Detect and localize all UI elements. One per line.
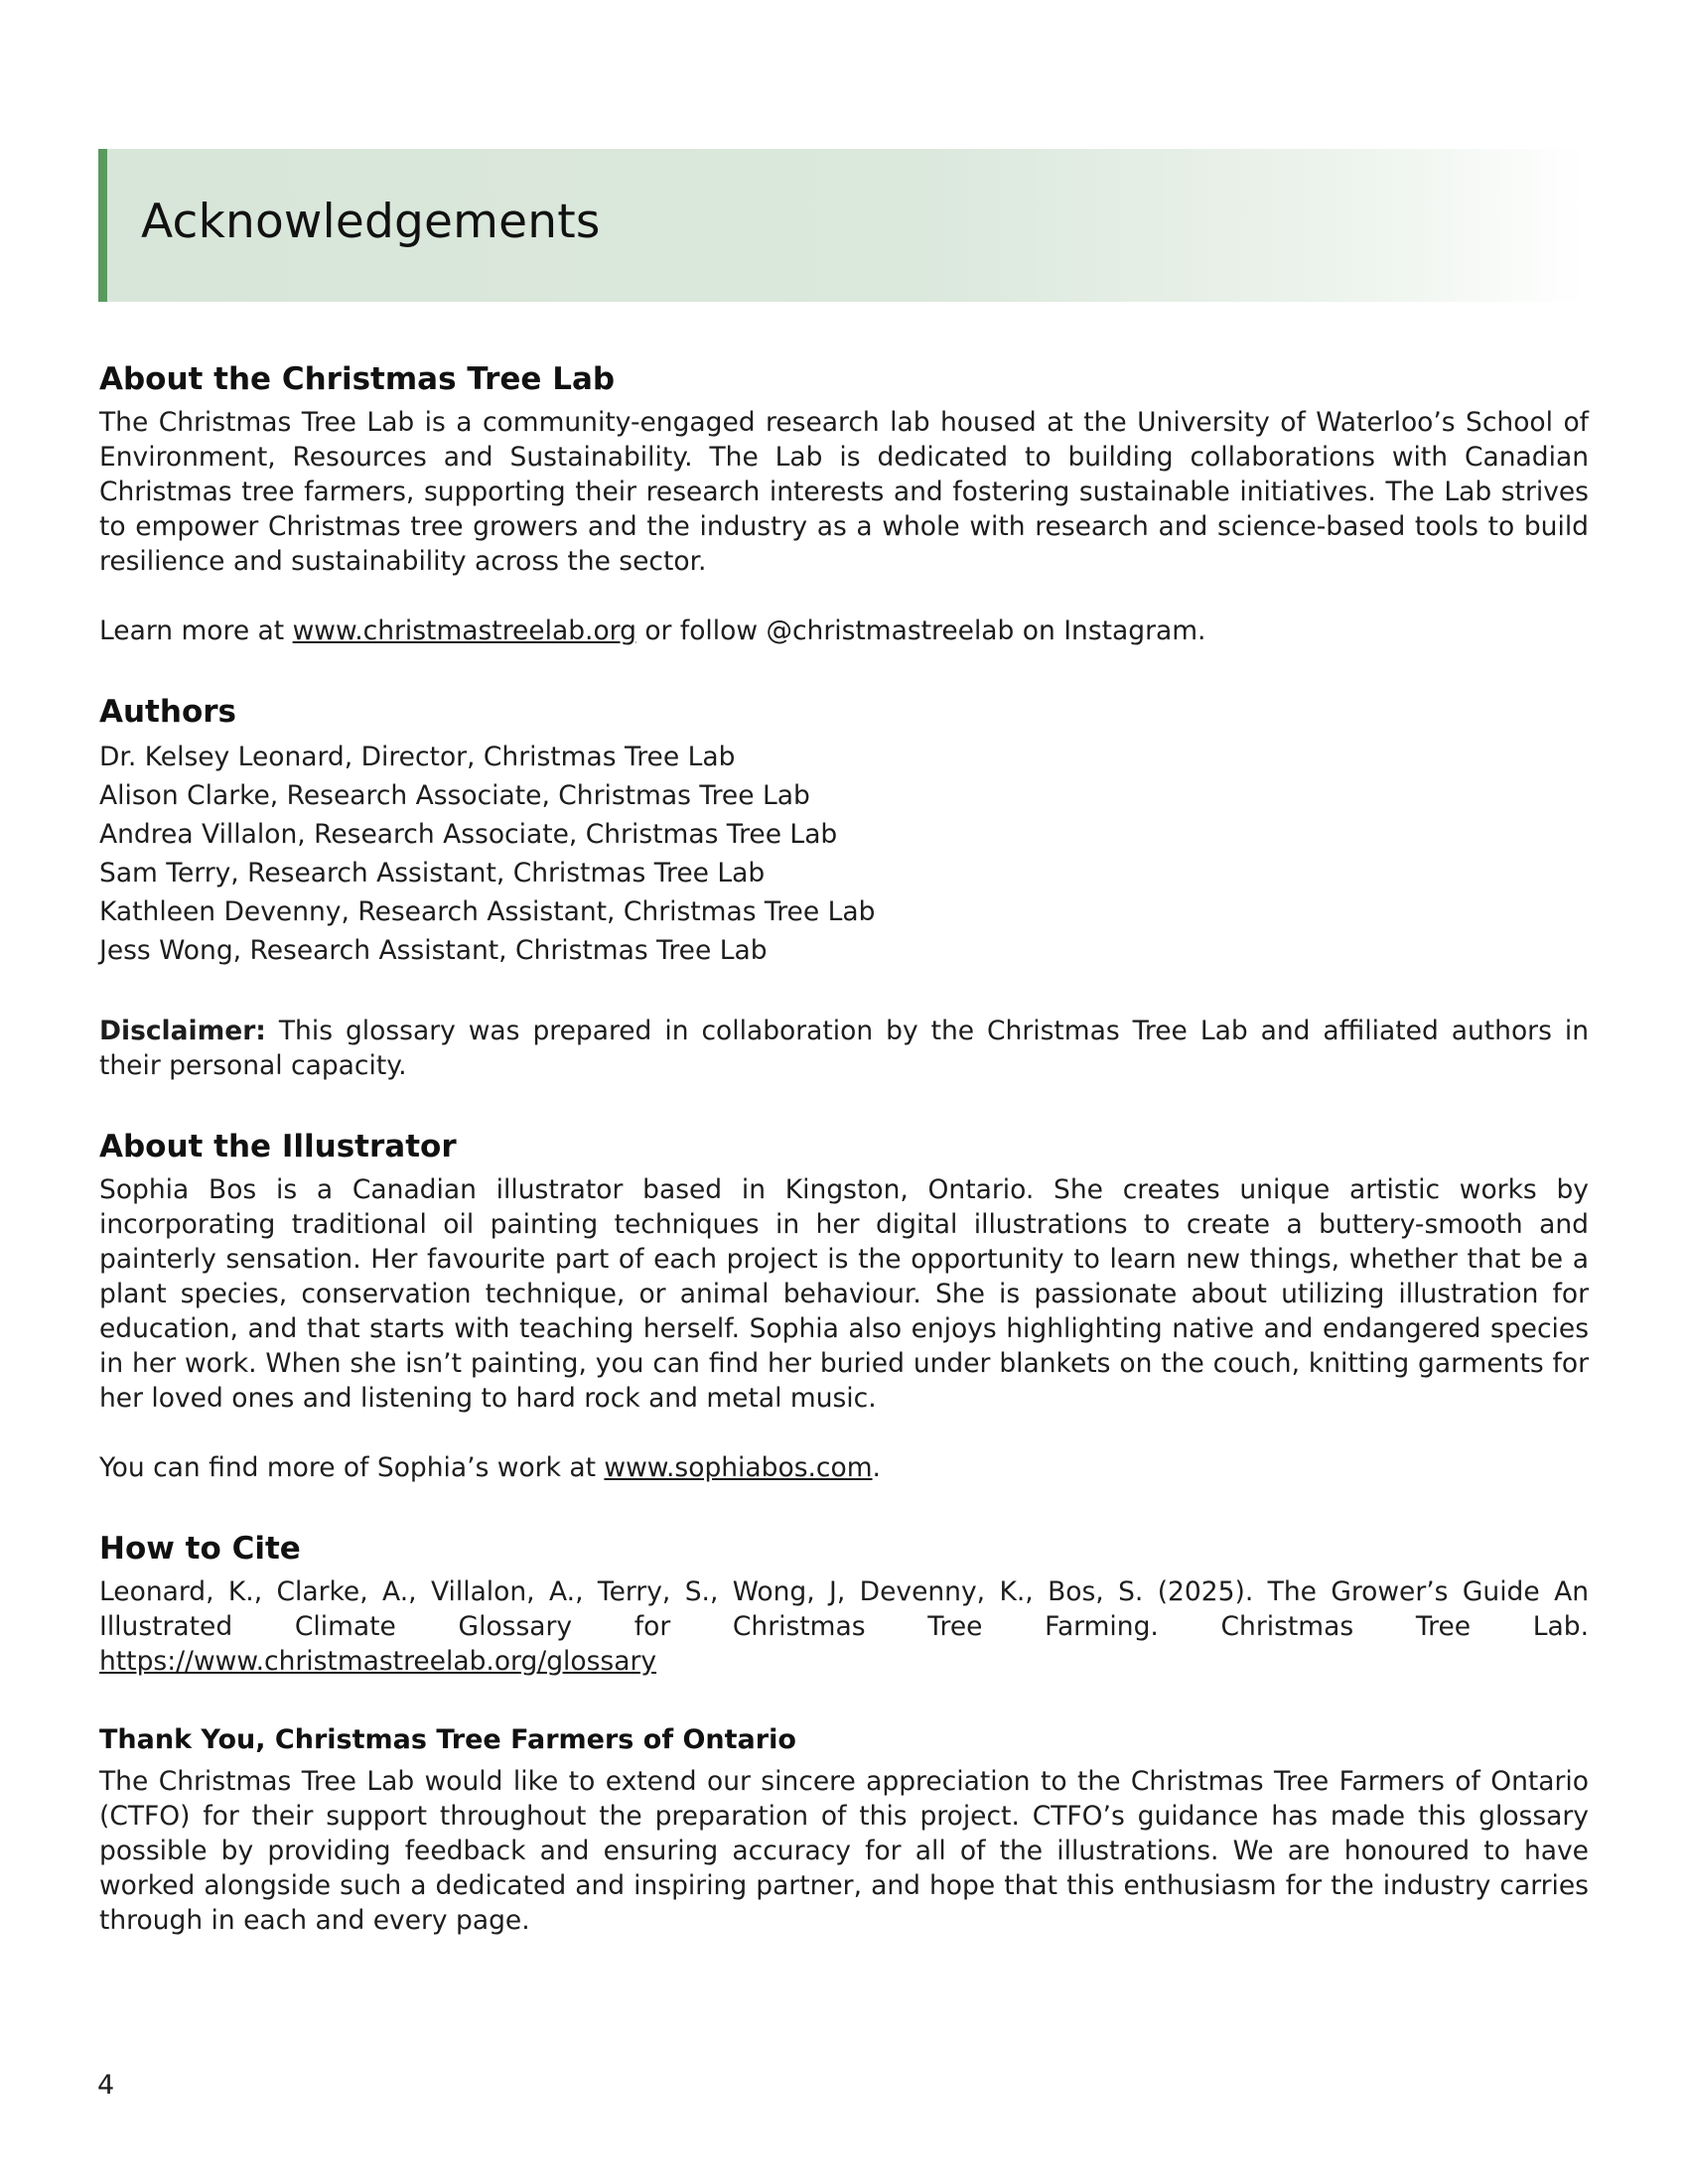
illustrator-body: Sophia Bos is a Canadian illustrator based in Kingston, Ontario. She creates unique artistic works by incorporating traditional oil painting techniques in her digital illustrations to create a buttery-smooth and painterly sensation. Her favourite part of each project is the opportunity to learn new things, whether that be a plant species, conservation technique, or animal behaviour. She is passionate about utilizing illustration for education, and that starts with teaching herself. Sophia also enjoys highlighting native and endangered species in her work. When she isn’t painting, you can find her buried under blankets on the couch, knitting garments for her loved ones and listening to hard rock and metal music. — [99, 1174, 1589, 1414]
learn-more-line — [99, 614, 1589, 648]
glossary-link[interactable]: https://www.christmastreelab.org/glossary — [99, 1646, 657, 1677]
illustrator-more-line — [99, 1450, 1589, 1485]
about-lab-body: The Christmas Tree Lab is a community-engaged research lab housed at the University of Waterloo’s School of Environment, Resources and Sustainability. The Lab is dedicated to building collaborations with Canadian Christmas tree farmers, supporting their research interests and fostering sustainable initiatives. The Lab strives to empower Christmas tree growers and the industry as a whole with research and science-based tools to build resilience and sustainability across the sector. — [99, 407, 1589, 577]
citation-text — [99, 1574, 1589, 1679]
learn-more-prefix: Learn more at — [99, 615, 293, 646]
authors-section — [99, 692, 1589, 970]
illustrator-heading: About the Illustrator — [99, 1129, 457, 1164]
disclaimer-label: Disclaimer: — [99, 1016, 266, 1046]
page-number: 4 — [97, 2070, 115, 2101]
cite-heading: How to Cite — [99, 1531, 301, 1567]
author-entry: Kathleen Devenny, Research Assistant, Christmas Tree Lab — [99, 896, 876, 927]
author-entry: Sam Terry, Research Assistant, Christmas Tree Lab — [99, 858, 766, 888]
citation-body: Leonard, K., Clarke, A., Villalon, A., Terry, S., Wong, J, Devenny, K., Bos, S. (2025). The Grower’s Guide An Illustrated Climate Glossary for Christmas Tree Farming. Christmas Tree Lab. — [99, 1576, 1589, 1642]
illustrator-website-link[interactable]: www.sophiabos.com — [604, 1452, 873, 1483]
thanks-heading: Thank You, Christmas Tree Farmers of Ontario — [99, 1724, 796, 1755]
page-title: Acknowledgements — [141, 195, 601, 249]
author-entry: Jess Wong, Research Assistant, Christmas Tree Lab — [99, 935, 768, 966]
learn-more-suffix: or follow @christmastreelab on Instagram. — [635, 615, 1206, 646]
cite-section — [99, 1529, 1589, 1679]
disclaimer-body: This glossary was prepared in collaboration by the Christmas Tree Lab and affiliated authors in their personal capacity. — [99, 1016, 1589, 1081]
main-content — [99, 359, 1589, 1938]
thanks-section — [99, 1722, 1589, 1938]
disclaimer-text — [99, 1014, 1589, 1083]
about-lab-heading: About the Christmas Tree Lab — [99, 361, 616, 397]
author-entry: Andrea Villalon, Research Associate, Christmas Tree Lab — [99, 819, 838, 850]
author-entry: Dr. Kelsey Leonard, Director, Christmas Tree Lab — [99, 742, 736, 772]
lab-website-link[interactable]: www.christmastreelab.org — [292, 615, 636, 646]
disclaimer-section — [99, 1014, 1589, 1083]
author-entry: Alison Clarke, Research Associate, Christmas Tree Lab — [99, 780, 810, 811]
illustrator-section — [99, 1127, 1589, 1485]
illustrator-more-prefix: You can find more of Sophia’s work at — [99, 1452, 605, 1483]
thanks-body: The Christmas Tree Lab would like to extend our sincere appreciation to the Christmas Tree Farmers of Ontario (CTFO) for their support throughout the preparation of this project. CTFO’s guidance has made this glossary possible by providing feedback and ensuring accuracy for all of the illustrations. We are honoured to have worked alongside such a dedicated and inspiring partner, and hope that this enthusiasm for the industry carries through in each and every page. — [99, 1766, 1589, 1936]
authors-heading: Authors — [99, 694, 236, 730]
illustrator-more-suffix: . — [872, 1452, 881, 1483]
about-lab-section — [99, 359, 1589, 648]
